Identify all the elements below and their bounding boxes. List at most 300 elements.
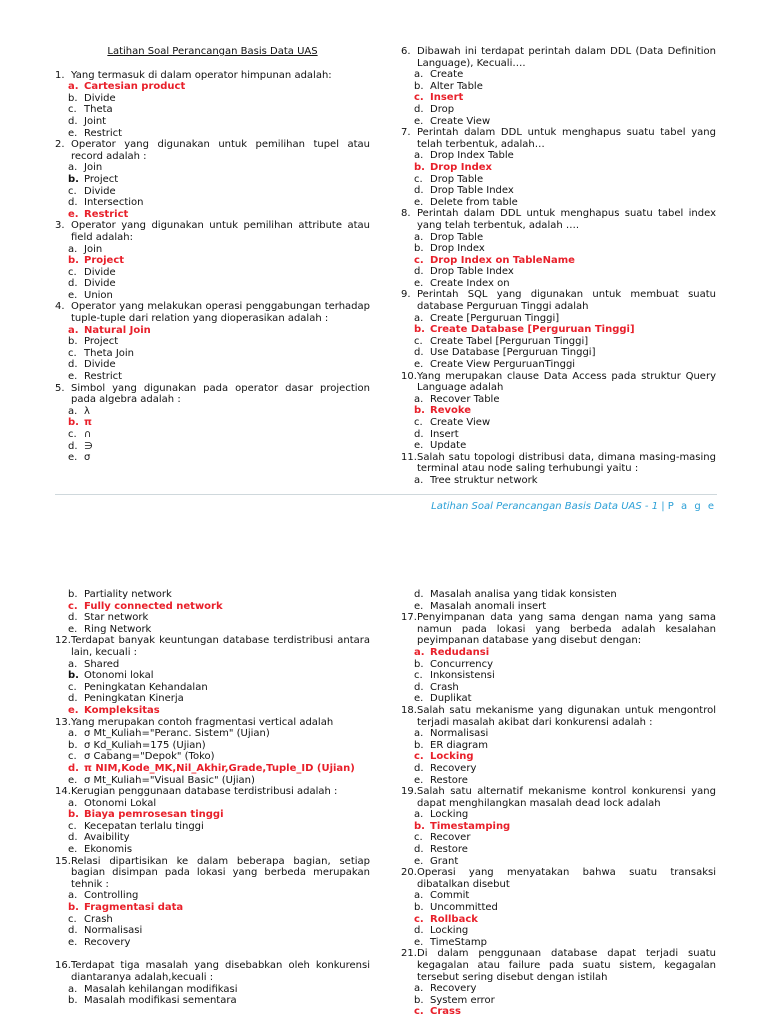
option-letter: d. — [68, 832, 78, 844]
answer-option — [401, 81, 716, 93]
option-text: Restrict — [84, 371, 123, 383]
option-letter: c. — [68, 347, 77, 359]
answer-option — [401, 116, 716, 128]
option-text: σ Cabang="Depok" (Toko) — [84, 751, 215, 763]
answer-option-correct — [55, 705, 370, 717]
option-letter: c. — [68, 185, 77, 197]
option-text: TimeStamp — [430, 936, 487, 948]
option-text: Divide — [84, 359, 116, 371]
question-text: Salah satu alternatif mekanisme kontrol konkurensi yang dapat menghilangkan masalah dead lock adalah — [417, 786, 716, 809]
option-text: Theta — [84, 104, 113, 116]
question-number: 17. — [401, 612, 417, 624]
option-text: Drop Index — [430, 161, 492, 173]
answer-option — [55, 832, 370, 844]
option-text: Insert — [430, 92, 464, 104]
option-text: Natural Join — [84, 324, 151, 336]
question-block — [401, 867, 716, 948]
answer-option — [401, 359, 716, 371]
answer-option — [55, 659, 370, 671]
option-text: Divide — [84, 278, 116, 290]
option-letter: e. — [68, 371, 78, 383]
option-text: Create View PerguruanTinggi — [430, 359, 576, 371]
question-text: Terdapat tiga masalah yang disebabkan oleh konkurensi diantaranya adalah,kecuali : — [71, 960, 370, 983]
option-letter: b. — [68, 255, 79, 267]
option-text: Alter Table — [430, 80, 483, 92]
option-letter: c. — [414, 173, 423, 185]
answer-option — [55, 914, 370, 926]
option-letter: c. — [414, 254, 424, 266]
option-text: Drop Index Table — [430, 150, 514, 162]
document-page-2 — [0, 540, 768, 1024]
option-letter: c. — [68, 104, 77, 116]
question-number: 11. — [401, 451, 417, 463]
question-text: Yang merupakan clause Data Access pada struktur Query Language adalah — [417, 370, 716, 394]
option-letter: b. — [68, 995, 78, 1007]
option-text: Tree struktur network — [430, 474, 538, 486]
option-text: Fully connected network — [84, 600, 223, 612]
option-text: ∩ — [84, 429, 92, 440]
question-block — [401, 289, 716, 370]
question-text-row — [55, 301, 370, 324]
option-text: Commit — [430, 890, 470, 902]
answer-option — [401, 475, 716, 487]
footer-separator: - 1 | — [641, 501, 668, 512]
footer-page-word: P a g e — [667, 501, 716, 512]
question-text: Penyimpanan data yang sama dengan nama yang sama namun pada lokasi yang berbeda adalah kesalahan peyimpanan database yang disebut dengan: — [417, 612, 716, 647]
answer-option — [401, 937, 716, 949]
option-text: Recover Table — [430, 393, 500, 405]
option-letter: a. — [414, 393, 424, 405]
option-text: Masalah modifikasi sementara — [84, 995, 237, 1007]
question-text: Salah satu topologi distribusi data, dimana masing-masing terminal atau node saling terhubungi yaitu : — [417, 451, 716, 475]
answer-option — [55, 452, 370, 464]
option-text: Drop Table Index — [430, 266, 514, 278]
option-text: Star network — [84, 612, 149, 624]
question-block — [401, 948, 716, 1018]
question-block — [55, 383, 370, 464]
option-letter: d. — [68, 925, 78, 937]
option-letter: c. — [414, 913, 424, 925]
question-number: 12. — [55, 635, 71, 647]
option-letter: d. — [414, 347, 424, 359]
page1-left-column — [55, 46, 370, 464]
option-text: Normalisasi — [430, 728, 489, 740]
option-letter: e. — [68, 774, 78, 786]
question-number: 19. — [401, 786, 417, 798]
option-letter: d. — [68, 612, 78, 624]
answer-option — [401, 670, 716, 682]
question-text-row — [401, 46, 716, 69]
question-block — [401, 612, 716, 705]
option-letter: b. — [68, 173, 79, 185]
option-letter: a. — [68, 983, 78, 995]
question-text: Salah satu mekanisme yang digunakan untuk mengontrol terjadi masalah akibat dari konkurensi adalah : — [417, 704, 716, 728]
question-text: Operator yang melakukan operasi penggabungan terhadap tuple-tuple dari relation yang dioperasikan adalah : — [71, 301, 370, 325]
option-text: Recovery — [430, 983, 477, 995]
option-text: σ — [84, 452, 91, 464]
question-block — [55, 70, 370, 140]
option-text: Delete from table — [430, 196, 518, 208]
answer-option — [401, 417, 716, 429]
document-title: Latihan Soal Perancangan Basis Data UAS — [107, 46, 318, 57]
answer-option — [401, 693, 716, 705]
option-text: Timestamping — [430, 820, 511, 832]
option-letter: a. — [414, 312, 424, 324]
option-letter: a. — [414, 474, 424, 486]
answer-option-correct — [55, 809, 370, 821]
option-letter: c. — [68, 600, 78, 612]
option-letter: d. — [68, 197, 78, 209]
option-text: Redudansi — [430, 646, 490, 658]
option-letter: d. — [414, 266, 424, 278]
option-text: Recover — [430, 832, 471, 844]
option-text: Create Tabel [Perguruan Tinggi] — [430, 335, 589, 347]
answer-option — [55, 612, 370, 624]
question-text: Terdapat banyak keuntungan database terdistribusi antara lain, kecuali : — [71, 635, 370, 658]
option-letter: c. — [68, 913, 77, 925]
option-text: σ Mt_Kuliah="Visual Basic" (Ujian) — [84, 774, 255, 786]
question-text-row — [401, 612, 716, 647]
question-number: 18. — [401, 704, 417, 716]
question-text: Perintah dalam DDL untuk menghapus suatu tabel index yang telah terbentuk, adalah …. — [417, 208, 716, 231]
option-letter: d. — [414, 103, 424, 115]
question-number: 20. — [401, 867, 417, 879]
option-text: Ring Network — [84, 623, 152, 635]
option-text: Join — [84, 243, 103, 255]
answer-option — [55, 267, 370, 279]
option-letter: c. — [68, 266, 77, 278]
answer-option — [401, 197, 716, 209]
answer-option — [55, 441, 370, 453]
answer-option — [55, 197, 370, 209]
answer-option — [401, 844, 716, 856]
answer-option-correct — [401, 647, 716, 659]
question-text-row — [55, 717, 370, 729]
answer-option — [401, 394, 716, 406]
answer-option — [401, 983, 716, 995]
answer-option-correct — [401, 751, 716, 763]
option-letter: b. — [414, 161, 425, 173]
answer-option-correct — [55, 325, 370, 337]
option-text: Create [Perguruan Tinggi] — [430, 312, 560, 324]
answer-option — [401, 440, 716, 452]
question-text-row — [55, 635, 370, 658]
option-letter: b. — [414, 324, 425, 336]
option-letter: e. — [68, 623, 78, 635]
option-letter: e. — [414, 600, 424, 612]
question-text: Di dalam penggunaan database dapat terjadi suatu kegagalan atau failure pada suatu sistem, kegagalan tersebut sering disebut dengan istilah — [417, 948, 716, 983]
question-text-row — [55, 960, 370, 983]
option-letter: e. — [414, 115, 424, 127]
question-text-row — [401, 948, 716, 983]
answer-option — [55, 693, 370, 705]
option-letter: e. — [414, 774, 424, 786]
option-letter: b. — [414, 739, 424, 751]
option-text: Kecepatan terlalu tinggi — [84, 820, 204, 832]
option-text: Update — [430, 440, 467, 452]
option-text: Crass — [430, 1006, 461, 1018]
option-letter: b. — [414, 243, 424, 255]
option-letter: a. — [68, 890, 78, 902]
answer-option-correct — [401, 324, 716, 336]
answer-option — [401, 232, 716, 244]
question-block — [401, 371, 716, 452]
answer-option-correct — [401, 92, 716, 104]
option-letter: c. — [68, 681, 77, 693]
option-letter: a. — [414, 646, 425, 658]
option-text: Intersection — [84, 197, 144, 209]
answer-option — [55, 429, 370, 441]
question-number: 9. — [401, 289, 411, 301]
option-text: Drop Table Index — [430, 185, 514, 197]
option-text: Peningkatan Kehandalan — [84, 681, 208, 693]
answer-option-correct — [401, 914, 716, 926]
option-text: Project — [84, 255, 125, 267]
option-text: Normalisasi — [84, 925, 143, 937]
option-text: Union — [84, 289, 113, 301]
question-text: Kerugian penggunaan database terdistribusi adalah : — [71, 786, 338, 798]
answer-option — [401, 185, 716, 197]
option-letter: d. — [414, 185, 424, 197]
option-letter: b. — [414, 405, 425, 417]
option-text: Divide — [84, 92, 116, 104]
question-number: 6. — [401, 46, 411, 57]
question-number: 5. — [55, 382, 65, 394]
answer-option — [55, 162, 370, 174]
option-text: Cartesian product — [84, 81, 186, 93]
option-letter: a. — [68, 728, 78, 740]
answer-option — [55, 359, 370, 371]
question-text: Perintah dalam DDL untuk menghapus suatu tabel yang telah terbentuk, adalah… — [417, 127, 716, 150]
answer-option — [401, 336, 716, 348]
option-letter: a. — [68, 162, 78, 174]
question-block — [55, 948, 370, 960]
page2-right-column — [401, 589, 716, 1018]
option-letter: b. — [68, 589, 78, 600]
question-text: Operasi yang menyatakan bahwa suatu transaksi dibatalkan disebut — [417, 867, 716, 890]
question-block — [401, 452, 716, 487]
option-letter: d. — [414, 844, 424, 856]
option-text: Rollback — [430, 913, 478, 925]
answer-option — [401, 429, 716, 441]
option-text: Inkonsistensi — [430, 670, 495, 682]
answer-option — [401, 809, 716, 821]
answer-option — [55, 682, 370, 694]
question-number: 4. — [55, 301, 65, 313]
option-text: Locking — [430, 925, 469, 937]
option-letter: d. — [414, 925, 424, 937]
answer-option-correct — [55, 763, 370, 775]
answer-option — [55, 104, 370, 116]
option-letter: a. — [414, 231, 424, 243]
option-text: Project — [84, 336, 119, 348]
answer-option — [55, 589, 370, 601]
option-text: Avaibility — [84, 832, 130, 844]
option-text: Create — [430, 69, 464, 81]
question-block — [55, 139, 370, 220]
option-letter: e. — [414, 936, 424, 948]
option-letter: b. — [68, 670, 79, 682]
question-text-row — [401, 867, 716, 890]
option-letter: e. — [414, 359, 424, 371]
option-letter: a. — [414, 728, 424, 740]
option-letter: b. — [68, 417, 79, 429]
answer-option — [401, 890, 716, 902]
answer-option — [55, 116, 370, 128]
option-letter: c. — [414, 670, 423, 682]
option-letter: b. — [68, 809, 79, 821]
answer-option — [401, 728, 716, 740]
option-text: Restore — [430, 844, 468, 856]
answer-option — [401, 174, 716, 186]
option-text: Peningkatan Kinerja — [84, 693, 184, 705]
option-text: Insert — [430, 428, 459, 440]
option-text: Restrict — [84, 208, 129, 220]
option-text: Drop — [430, 103, 455, 115]
question-number: 21. — [401, 948, 417, 960]
answer-option — [401, 659, 716, 671]
option-letter: e. — [68, 127, 78, 139]
question-block — [55, 960, 370, 1006]
option-letter: a. — [414, 983, 424, 995]
option-letter: a. — [414, 69, 424, 81]
option-text: Create View — [430, 115, 491, 127]
option-letter: d. — [68, 762, 79, 774]
page1-right-column — [401, 46, 716, 487]
option-letter: a. — [68, 405, 78, 417]
option-letter: c. — [414, 751, 424, 763]
answer-option — [401, 995, 716, 1007]
option-letter: e. — [414, 277, 424, 289]
option-text: λ — [84, 405, 90, 417]
answer-option — [401, 832, 716, 844]
option-text: Drop Table — [430, 173, 484, 185]
option-text: Otonomi lokal — [84, 670, 154, 682]
question-block — [401, 589, 716, 612]
option-letter: a. — [414, 809, 424, 821]
question-text-row — [401, 786, 716, 809]
option-letter: e. — [68, 289, 78, 301]
answer-option-correct — [55, 209, 370, 221]
question-text-row — [401, 452, 716, 475]
answer-option-correct — [401, 821, 716, 833]
option-letter: d. — [68, 440, 78, 452]
answer-option — [55, 670, 370, 682]
question-block — [55, 220, 370, 301]
option-letter: e. — [68, 208, 79, 220]
option-letter: e. — [68, 844, 78, 856]
option-text: Masalah analisa yang tidak konsisten — [430, 589, 617, 600]
option-text: π — [84, 417, 92, 429]
option-text: Masalah kehilangan modifikasi — [84, 983, 238, 995]
option-text: Ekonomis — [84, 844, 133, 856]
question-text-row — [401, 208, 716, 231]
answer-option — [401, 763, 716, 775]
option-text: Restrict — [84, 127, 123, 139]
question-text-row — [401, 127, 716, 150]
question-text-row — [401, 705, 716, 728]
option-letter: c. — [68, 429, 77, 440]
option-text: ∋ — [84, 440, 93, 452]
option-text: Join — [84, 162, 103, 174]
question-number: 13. — [55, 716, 71, 728]
option-text: Revoke — [430, 405, 472, 417]
answer-option — [401, 601, 716, 613]
question-number: 16. — [55, 960, 71, 972]
answer-option — [401, 266, 716, 278]
question-block — [401, 208, 716, 289]
answer-option — [401, 902, 716, 914]
question-number: 15. — [55, 855, 71, 867]
option-text: Crash — [84, 913, 113, 925]
answer-option-correct — [401, 405, 716, 417]
question-text: Yang merupakan contoh fragmentasi vertical adalah — [71, 716, 334, 728]
answer-option — [55, 406, 370, 418]
option-letter: e. — [414, 440, 424, 452]
answer-option — [401, 243, 716, 255]
option-letter: e. — [414, 196, 424, 208]
answer-option — [55, 624, 370, 636]
question-text: Simbol yang digunakan pada operator dasar projection pada algebra adalah : — [71, 382, 370, 406]
question-block — [55, 301, 370, 382]
answer-option — [55, 336, 370, 348]
answer-option — [401, 856, 716, 868]
option-letter: b. — [68, 92, 78, 104]
question-number: 8. — [401, 208, 411, 220]
option-letter: b. — [414, 902, 424, 914]
page-footer — [431, 501, 716, 512]
option-text: Concurrency — [430, 658, 494, 670]
option-letter: b. — [414, 658, 424, 670]
option-letter: c. — [414, 335, 423, 347]
answer-option — [55, 290, 370, 302]
answer-option — [55, 244, 370, 256]
option-letter: a. — [68, 324, 79, 336]
question-number: 1. — [55, 69, 65, 81]
question-text-row — [55, 383, 370, 406]
option-letter: c. — [68, 820, 77, 832]
answer-option — [55, 984, 370, 996]
answer-option-correct — [401, 255, 716, 267]
answer-option — [55, 890, 370, 902]
answer-option — [55, 775, 370, 787]
option-letter: d. — [414, 589, 424, 600]
option-text: Create View — [430, 417, 491, 428]
answer-option-correct — [55, 902, 370, 914]
answer-option — [55, 925, 370, 937]
option-letter: c. — [414, 832, 423, 844]
option-letter: d. — [414, 681, 424, 693]
answer-option — [55, 740, 370, 752]
answer-option — [55, 751, 370, 763]
question-number: 10. — [401, 370, 417, 382]
option-letter: d. — [68, 278, 78, 290]
answer-option-correct — [55, 255, 370, 267]
option-letter: c. — [414, 1006, 424, 1018]
question-text-row — [55, 786, 370, 798]
answer-option-correct — [55, 601, 370, 613]
question-number: 7. — [401, 127, 411, 139]
question-text: Perintah SQL yang digunakan untuk membuat suatu database Perguruan Tinggi adalah — [417, 289, 716, 313]
question-text-row — [55, 70, 370, 82]
answer-option — [55, 937, 370, 949]
question-text: Yang termasuk di dalam operator himpunan adalah: — [71, 69, 332, 81]
option-text: Create Database [Perguruan Tinggi] — [430, 324, 635, 336]
answer-option-correct — [401, 1006, 716, 1018]
option-text: Locking — [430, 809, 469, 821]
option-text: Locking — [430, 751, 474, 763]
option-letter: c. — [414, 417, 423, 428]
